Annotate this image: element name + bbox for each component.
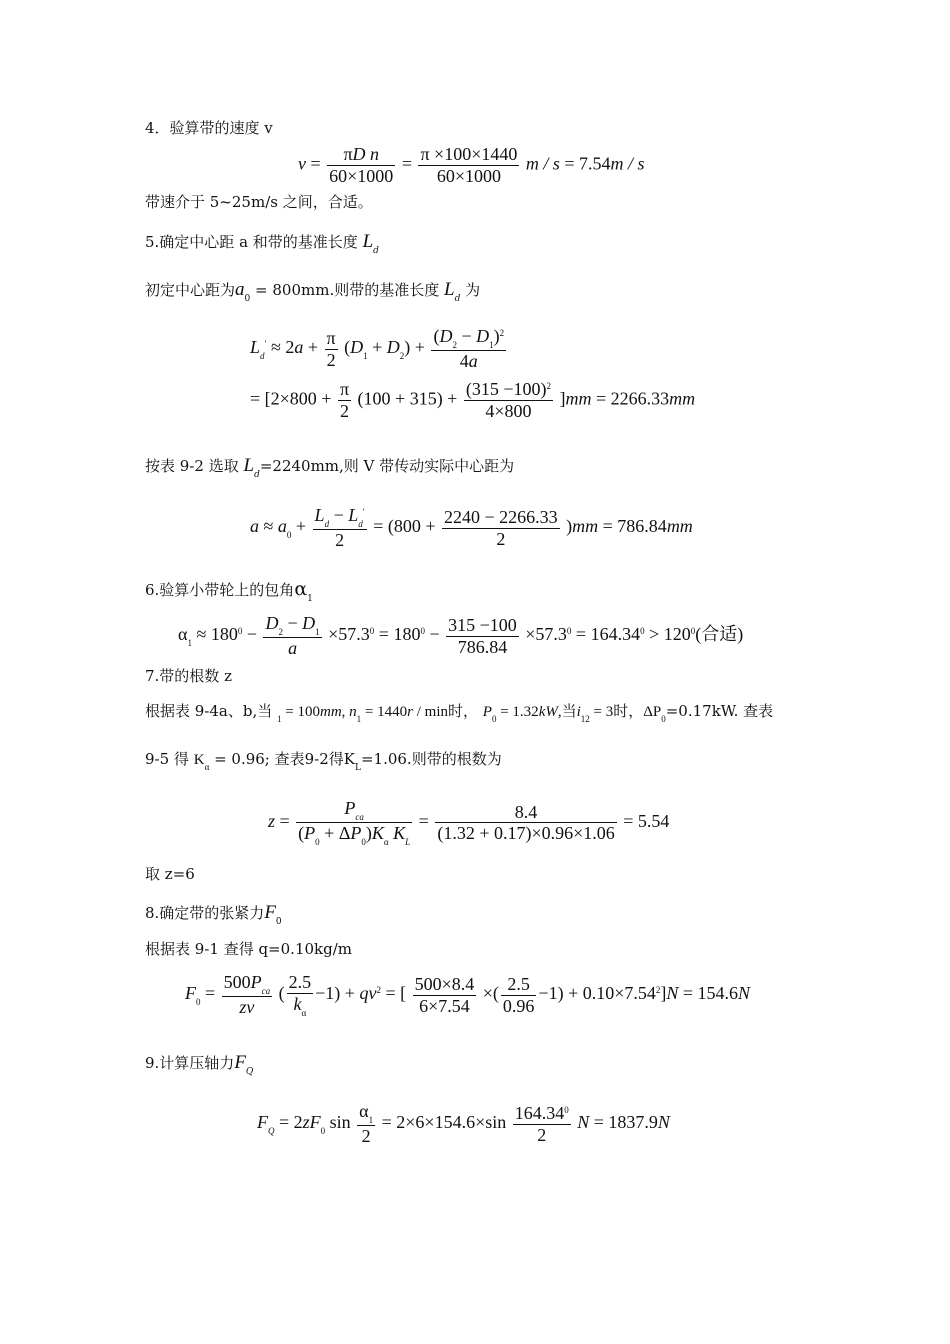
section-7-heading: 7.带的根数 z	[145, 667, 232, 685]
formula-shaft-load: $F_Q = 2zF_0$ sin $\frac{\alpha_1}{2}$ = 2×6×154.6×sin $\frac{164.34^0}{2}$ N = 1837.9N	[257, 1101, 670, 1147]
formula-length-estimate: $L_d' \approx 2a$ + $\frac{\pi}{2}$ $(D_1 + D_2)$ + $\frac{(D_2 - D_1)^2}{4a}$	[250, 326, 505, 372]
section-9-heading: 9.计算压轴力$F_Q$	[145, 1052, 254, 1077]
section-4-heading: 4．验算带的速度 v	[145, 119, 273, 137]
formula-wrap-angle: $\alpha_1 \approx 180^0$ − $\frac{D_2 - D_1}{a}$ $\times 57.3^0 = 180^0$ − $\frac{315 -100}{786.84}$ $\times 57.3^0 = 164.34^0 > 120^0$(合适)	[178, 613, 744, 659]
formula-tension: $F_0$ = $\frac{500P_{ca}}{zv}$ ( $\frac{2.5}{k_\alpha}$ $-1) + qv^2$ = [ $\frac{500\times 8.4}{6\times 7.54}$ ×( $\frac{2.5}{0.96}$ $-1) + 0.10\times 7.54^2]N = 154.6N$	[185, 972, 751, 1018]
formula-belt-speed: v = $\frac{\text{πD n}}{60\times 1000}$ = $\frac{\pi \times 100\times 1440}{60\times 1000}$ m / s = 7.54m / s	[298, 144, 645, 186]
section-5-intro: 初定中心距为$a_0 = 800mm$.则带的基准长度 $L_d$ 为	[145, 279, 481, 304]
section-5-select: 按表 9-2 选取 $L_d=2240mm$,则 V 带传动实际中心距为	[145, 455, 515, 480]
formula-center-distance: $a \approx a_0$ + $\frac{L_d - L_d'}{2}$ = (800 + $\frac{2240 - 2266.33}{2}$ )mm = 786.84mm	[250, 505, 693, 551]
section-8-heading: 8.确定带的张紧力$F_0$	[145, 902, 282, 927]
section-8-lookup: 根据表 9-1 查得 q=0.10kg/m	[145, 940, 352, 958]
formula-length-value: = [2×800 + $\frac{\pi}{2}$ (100 + 315) + $\frac{(315 -100)^2}{4\times 800}$ ]mm = 2266.33mm	[250, 379, 696, 421]
section-5-heading: 5.确定中心距 a 和带的基准长度 $L_d$	[145, 231, 379, 256]
section-7-line2: 9-5 得 $K_\alpha = 0.96$; 查表9-2得$K_L=1.06$.则带的根数为	[145, 750, 502, 773]
section-6-heading: 6.验算小带轮上的包角$\alpha_1$	[145, 578, 313, 604]
section-7-take: 取 z=6	[145, 865, 195, 883]
section-7-line1: 根据表 9-4a、b,当 $_1$ = 100mm, $n_1 = 1440r / \min$时， $P_0 = 1.32kW$,当$i_{12} = 3$时，$\Delta P_0=0.17kW$. 查表	[145, 702, 774, 724]
section-4-conclusion: 带速介于 5~25m/s 之间，合适。	[145, 193, 373, 211]
formula-belt-count: z = $\frac{P_{ca}}{(P_0 + \Delta P_0)K_\alpha K_L}$ = $\frac{8.4}{(1.32 + 0.17)\times 0.96\times 1.06}$ = 5.54	[268, 798, 670, 848]
